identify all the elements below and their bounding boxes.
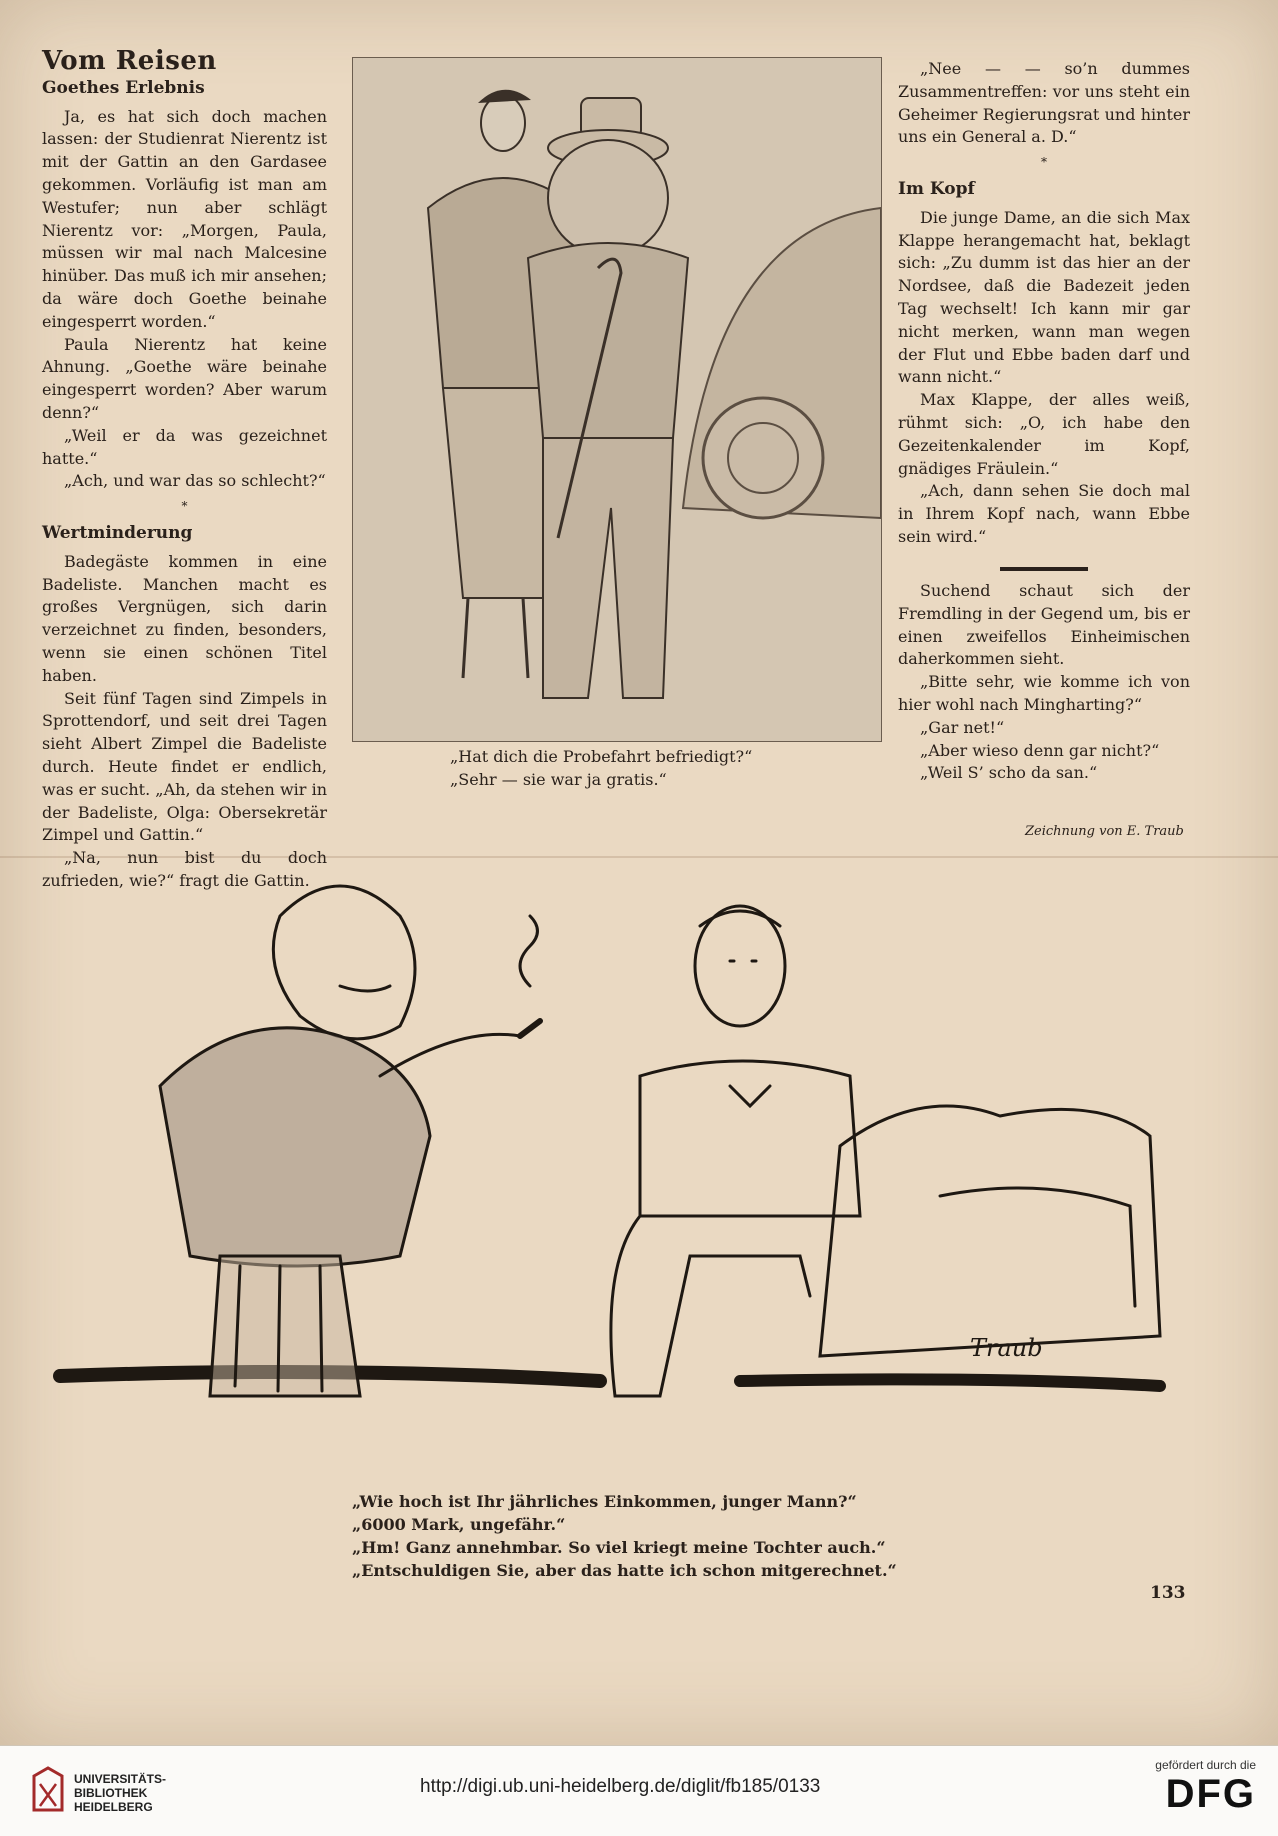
paragraph: „Gar net!“ [920,717,1005,737]
viewer-footer [0,1745,1278,1836]
permalink-url[interactable]: http://digi.ub.uni-heidelberg.de/diglit/fb185/0133 [420,1776,821,1797]
funding-text: gefördert durch die [1155,1758,1256,1772]
caption-line: „Hm! Ganz annehmbar. So viel kriegt meine Tochter auch.“ [352,1538,886,1557]
illustration-credit: Zeichnung von E. Traub [1025,824,1184,839]
dfg-funding-block[interactable] [1128,1758,1256,1816]
university-logo-block[interactable] [30,1766,190,1822]
university-name [74,1772,166,1814]
illustration-caption [450,745,752,791]
caption-line: „Entschuldigen Sie, aber das hatte ich schon mitgerechnet.“ [352,1561,897,1580]
paragraph: „Ach, und war das so schlecht?“ [64,471,326,491]
couple-car-drawing [353,58,881,741]
paragraph: „Nee — — so’n dummes Zusammentreffen: vor uns steht ein Geheimer Regierungsrat und hinter uns ein General a. D.“ [898,59,1190,147]
page-title: Vom Reisen [42,46,217,76]
section-separator: * [181,499,188,514]
paragraph: „Ach, dann sehen Sie doch mal in Ihrem Kopf nach, wann Ebbe sein wird.“ [898,481,1190,546]
caption-line: „Wie hoch ist Ihr jährliches Einkommen, junger Mann?“ [352,1492,857,1511]
paragraph: Ja, es hat sich doch machen lassen: der Studienrat Nierentz ist mit der Gattin an den Gardasee gekommen. Vorläufig ist man am Westufer; nun aber schlägt Nierentz vor: „Morgen, Paula, müssen wir mal nach Malcesine hinüber. Das muß ich mir ansehen; da wäre doch Goethe beinahe eingesperrt worden.“ [42,106,327,331]
caption-line: „Hat dich die Probefahrt befriedigt?“ [450,747,753,766]
heading-wertminderung: Wertminderung [42,522,193,543]
paragraph: Die junge Dame, an die sich Max Klappe herangemacht hat, beklagt sich: „Zu dumm ist das hier an der Nordsee, daß die Badezeit jeden Tag wechselt! Ich kann mir gar nicht merken, wann man wegen der Flut und Ebbe baden darf und wann nicht.“ [898,207,1190,387]
heading-goethes-erlebnis: Goethes Erlebnis [42,77,205,98]
paragraph: Max Klappe, der alles weiß, rühmt sich: „O, ich habe den Gezeitenkalender im Kopf, gnädiges Fräulein.“ [898,390,1190,478]
university-line: HEIDELBERG [74,1800,153,1814]
university-line: UNIVERSITÄTS- [74,1772,167,1786]
paragraph: „Weil er da was gezeichnet hatte.“ [42,425,327,468]
caption-line: „6000 Mark, ungefähr.“ [352,1515,566,1534]
paragraph: Suchend schaut sich der Fremdling in der Gegend um, bis er einen zweifellos Einheimischen daherkommen sieht. [898,581,1190,669]
illustration-father-suitor [40,836,1240,1476]
paragraph: „Weil S’ scho da san.“ [920,763,1098,783]
paragraph: „Bitte sehr, wie komme ich von hier wohl nach Mingharting?“ [898,672,1190,714]
heading-im-kopf: Im Kopf [898,178,975,199]
paragraph: Badegäste kommen in eine Badeliste. Manchen macht es großes Vergnügen, sich darin verzeichnet zu finden, besonders, wenn sie einen schönen Titel haben. [42,551,327,685]
caption-line: „Sehr — sie war ja gratis.“ [450,770,667,789]
artist-signature: Traub [970,1334,1043,1362]
section-separator: * [1041,155,1047,170]
left-column [42,46,327,893]
library-logo-icon [30,1766,66,1814]
right-column [898,58,1190,611]
illustration-couple-car [352,57,882,742]
page-number: 133 [1150,1583,1186,1603]
university-line: BIBLIOTHEK [74,1786,148,1800]
paragraph: „Aber wieso denn gar nicht?“ [920,740,1160,760]
cartoon-caption [352,1490,897,1582]
paragraph: Seit fünf Tagen sind Zimpels in Sprottendorf, und seit drei Tagen sieht Albert Zimpel die Badeliste durch. Heute findet er endlich, was er sucht. „Ah, da stehen wir in der Badeliste, Olga: Obersekretär Zimpel und Gattin.“ [42,688,327,845]
horizontal-rule [1000,567,1088,571]
right-column-story [898,580,1190,785]
dfg-logo: DFG [1165,1772,1256,1816]
father-suitor-drawing [40,836,1240,1476]
paragraph: Paula Nierentz hat keine Ahnung. „Goethe wäre beinahe eingesperrt worden? Aber warum denn?“ [42,334,327,422]
paragraph: „Na, nun bist du doch zufrieden, wie?“ fragt die Gattin. [42,848,327,890]
